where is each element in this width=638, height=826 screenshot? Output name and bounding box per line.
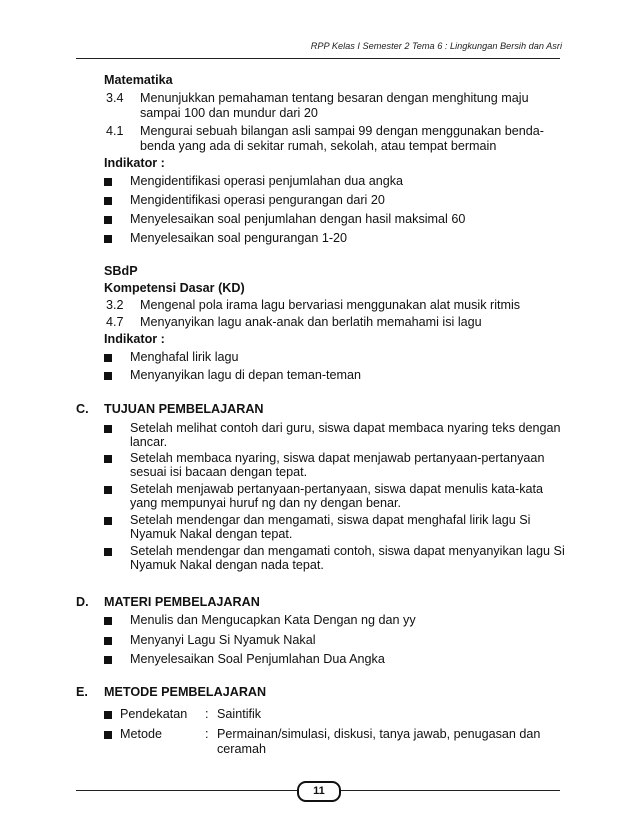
- indikator-title: Indikator :: [104, 156, 165, 170]
- bullet-square-icon: [104, 731, 112, 739]
- bullet-square-icon: [104, 197, 112, 205]
- list-item: Setelah melihat contoh dari guru, siswa dapat membaca nyaring teks dengan: [130, 421, 561, 435]
- method-label: Metode: [120, 727, 163, 741]
- bullet-square-icon: [104, 425, 112, 433]
- list-item: Setelah mendengar dan mengamati, siswa dapat menghafal lirik lagu Si: [130, 513, 531, 527]
- bullet-square-icon: [104, 372, 112, 380]
- list-item: Setelah membaca nyaring, siswa dapat menjawab pertanyaan-pertanyaan: [130, 451, 545, 465]
- list-item: Menyelesaikan soal pengurangan 1-20: [130, 231, 348, 245]
- bullet-square-icon: [104, 711, 112, 719]
- list-item: Setelah menjawab pertanyaan-pertanyaan, siswa dapat menulis kata-kata: [130, 482, 544, 496]
- method-value: Permainan/simulasi, diskusi, tanya jawab, penugasan dan: [217, 727, 541, 741]
- bullet-square-icon: [104, 354, 112, 362]
- bullet-square-icon: [104, 637, 112, 645]
- method-label: Pendekatan: [120, 707, 188, 721]
- bullet-square-icon: [104, 656, 112, 664]
- section-letter: D.: [76, 595, 89, 609]
- kd-text: Menyanyikan lagu anak-anak dan berlatih memahami isi lagu: [140, 315, 482, 329]
- bullet-square-icon: [104, 517, 112, 525]
- kd-number: 4.1: [106, 124, 124, 138]
- kd-text: sampai 100 dan mundur dari 20: [140, 106, 318, 120]
- header-rule: [76, 58, 560, 59]
- method-separator: :: [205, 707, 209, 721]
- section-letter: E.: [76, 685, 88, 699]
- section-title: METODE PEMBELAJARAN: [104, 685, 267, 699]
- kd-text: Menunjukkan pemahaman tentang besaran dengan menghitung maju: [140, 91, 529, 105]
- kd-number: 3.4: [106, 91, 124, 105]
- list-item: Menulis dan Mengucapkan Kata Dengan ng dan yy: [130, 613, 416, 627]
- list-item: Menyelesaikan soal penjumlahan dengan hasil maksimal 60: [130, 212, 466, 226]
- kd-text: Mengurai sebuah bilangan asli sampai 99 dengan menggunakan benda-: [140, 124, 544, 138]
- page-number: 11: [297, 781, 341, 802]
- bullet-square-icon: [104, 235, 112, 243]
- list-item: Menyanyi Lagu Si Nyamuk Nakal: [130, 633, 316, 647]
- list-item: Nyamuk Nakal dengan nada tepat.: [130, 558, 324, 572]
- list-item: Nyamuk Nakal dengan tepat.: [130, 527, 293, 541]
- section-title: MATERI PEMBELAJARAN: [104, 595, 260, 609]
- method-value: ceramah: [217, 742, 266, 756]
- bullet-square-icon: [104, 178, 112, 186]
- kd-number: 3.2: [106, 298, 124, 312]
- kd-text: benda yang ada di sekitar rumah, sekolah, atau tempat bermain: [140, 139, 497, 153]
- kd-number: 4.7: [106, 315, 124, 329]
- bullet-square-icon: [104, 455, 112, 463]
- sbdp-title: SBdP: [104, 264, 138, 278]
- list-item: Setelah mendengar dan mengamati contoh, siswa dapat menyanyikan lagu Si: [130, 544, 565, 558]
- bullet-square-icon: [104, 617, 112, 625]
- indikator-title: Indikator :: [104, 332, 165, 346]
- list-item: sesuai isi bacaan dengan tepat.: [130, 465, 308, 479]
- list-item: Mengidentifikasi operasi pengurangan dari 20: [130, 193, 385, 207]
- list-item: Menyanyikan lagu di depan teman-teman: [130, 368, 362, 382]
- list-item: Menghafal lirik lagu: [130, 350, 239, 364]
- section-title: TUJUAN PEMBELAJARAN: [104, 402, 264, 416]
- method-value: Saintifik: [217, 707, 262, 721]
- kd-title: Kompetensi Dasar (KD): [104, 281, 245, 295]
- method-separator: :: [205, 727, 209, 741]
- bullet-square-icon: [104, 548, 112, 556]
- list-item: Mengidentifikasi operasi penjumlahan dua angka: [130, 174, 404, 188]
- bullet-square-icon: [104, 216, 112, 224]
- bullet-square-icon: [104, 486, 112, 494]
- section-letter: C.: [76, 402, 89, 416]
- running-header: RPP Kelas I Semester 2 Tema 6 : Lingkungan Bersih dan Asri: [310, 41, 562, 51]
- list-item: Menyelesaikan Soal Penjumlahan Dua Angka: [130, 652, 385, 666]
- kd-text: Mengenal pola irama lagu bervariasi menggunakan alat musik ritmis: [140, 298, 521, 312]
- list-item: lancar.: [130, 435, 168, 449]
- matematika-title: Matematika: [104, 73, 173, 87]
- list-item: yang mempunyai huruf ng dan ny dengan benar.: [130, 496, 401, 510]
